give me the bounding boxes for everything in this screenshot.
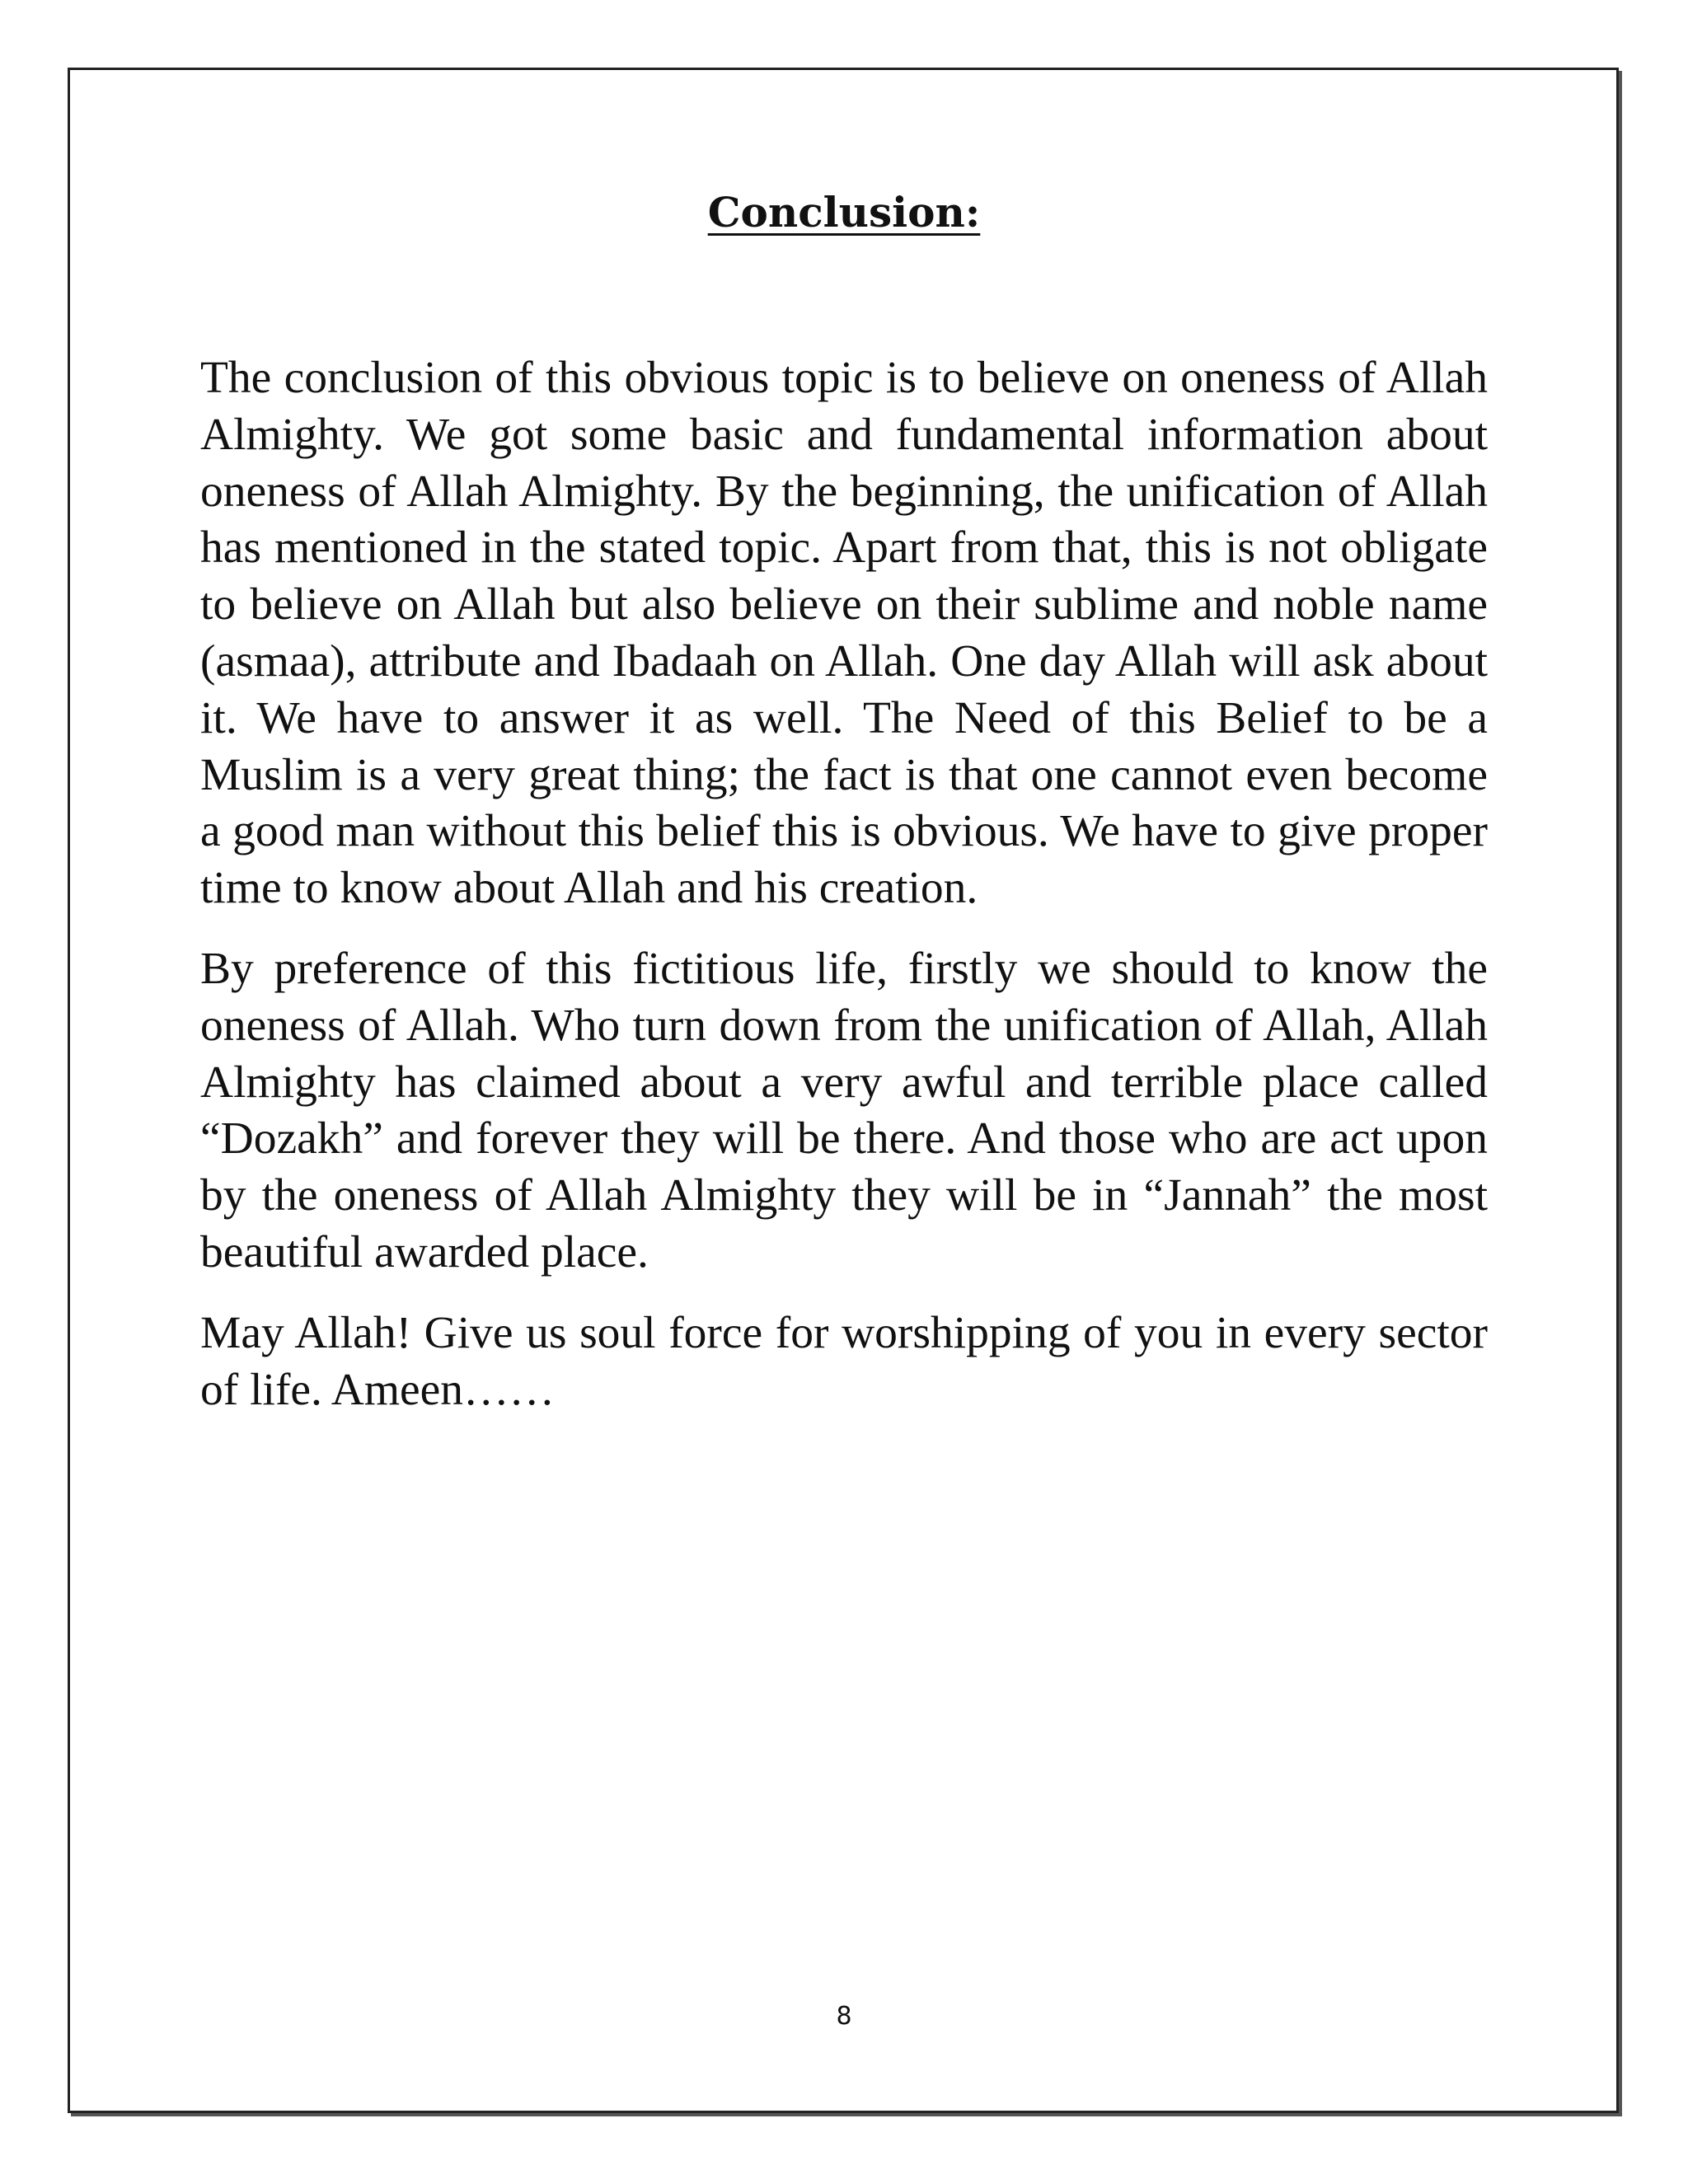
page-number: 8 <box>836 2002 852 2031</box>
page-title-text: Conclusion: <box>707 188 981 237</box>
paragraph-1: The conclusion of this obvious topic is to believe on oneness of Allah Almighty. We got some basic and fundamental information about oneness of Allah Almighty. By the beginning, the unification of Allah has mentioned in the stated topic. Apart from that, this is not obligate to believe on Allah but also believe on their sublime and noble name (asmaa), attribute and Ibadaah on Allah. One day Allah will ask about it. We have to answer it as well. The Need of this Belief to be a Muslim is a very great thing; the fact is that one cannot even become a good man without this belief this is obvious. We have to give proper time to know about Allah and his creation. <box>200 353 1488 914</box>
page-title <box>0 188 1688 237</box>
paragraph-3: May Allah! Give us soul force for worshipping of you in every sector of life. Ameen…… <box>200 1307 1488 1415</box>
body-text <box>200 350 1488 1442</box>
paragraph-2: By preference of this fictitious life, firstly we should to know the oneness of Allah. Who turn down from the unification of Allah, Allah Almighty has claimed about a very awful and terrible place called “Dozakh” and forever they will be there. And those who are act upon by the oneness of Allah Almighty they will be in “Jannah” the most beautiful awarded place. <box>200 943 1488 1277</box>
